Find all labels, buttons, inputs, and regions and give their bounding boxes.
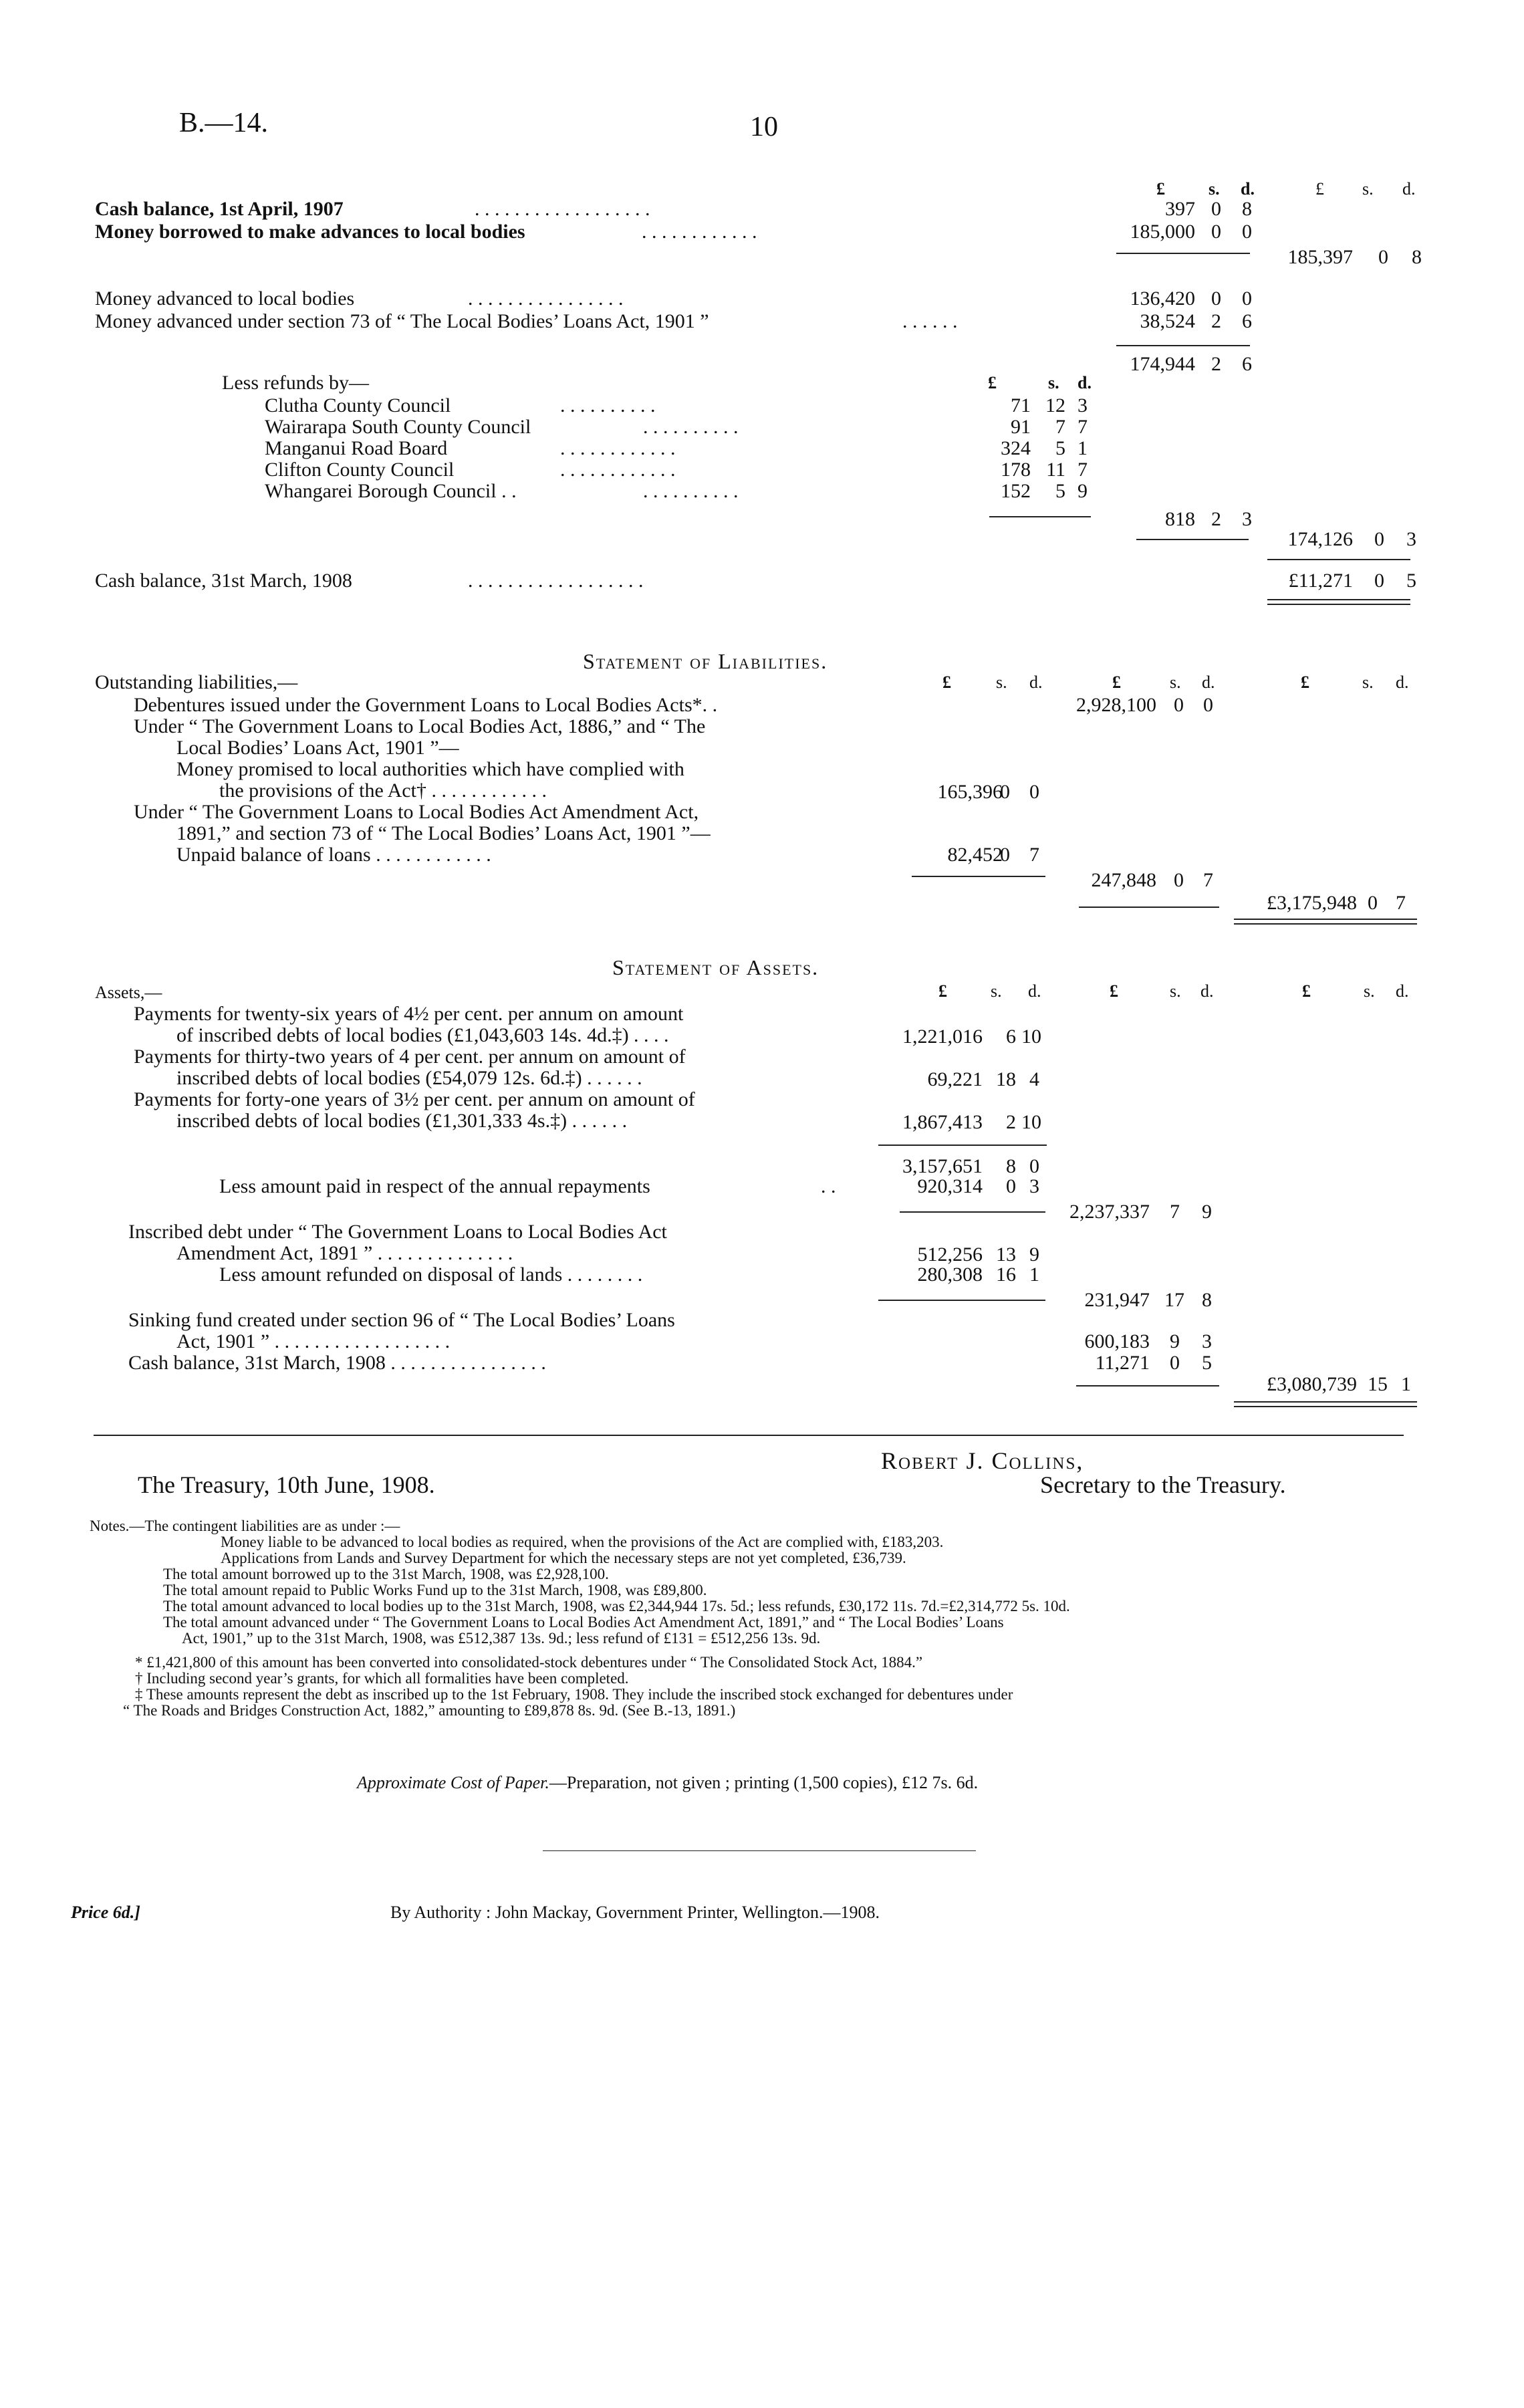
payment-line: Payments for forty-one years of 3½ per cent. per annum on amount of: [134, 1088, 695, 1110]
sum-rule: [1079, 907, 1219, 908]
assets-title: Statement of Assets.: [612, 955, 819, 979]
refund-pounds: 152: [1001, 480, 1031, 502]
refund-pounds: 324: [1001, 437, 1031, 459]
refund-pence: 3: [1077, 394, 1088, 416]
row-leader: . . . . . .: [902, 310, 958, 332]
sum-rule: [878, 1300, 1045, 1301]
debentures-line: Debentures issued under the Government Loans to Local Bodies Acts*. .: [134, 694, 718, 716]
unpaid-shillings: 0: [1000, 844, 1010, 866]
payments-total-pence: 0: [1029, 1155, 1039, 1177]
liab-subtotal-pounds: 247,848: [1091, 869, 1156, 891]
under-1886-line: Local Bodies’ Loans Act, 1901 ”—: [176, 737, 459, 759]
liab-subtotal-shillings: 0: [1174, 869, 1184, 891]
liab-total-pounds: £3,175,948: [1267, 892, 1357, 914]
printer-authority: By Authority : John Mackay, Government Printer, Wellington.—1908.: [390, 1903, 880, 1922]
inscribed-net-pounds: 231,947: [1084, 1289, 1150, 1311]
payment-pence: 10: [1021, 1111, 1041, 1133]
col-header-pence: d.: [1402, 179, 1416, 199]
col-header-pence: d.: [1241, 179, 1255, 199]
assets-total-pounds: £3,080,739: [1267, 1373, 1357, 1395]
signature-place-date: The Treasury, 10th June, 1908.: [138, 1471, 435, 1498]
liab-total-pence: 7: [1396, 892, 1406, 914]
refund-pence: 7: [1077, 459, 1088, 481]
payment-line: Payments for twenty-six years of 4½ per cent. per annum on amount: [134, 1003, 684, 1025]
net-payments-pounds: 2,237,337: [1069, 1201, 1150, 1223]
row-leader: . . . . . . . . . .: [560, 394, 656, 416]
amount-pence: 0: [1242, 287, 1252, 310]
col-header-pence: d.: [1202, 673, 1215, 692]
col-header-shilling: s.: [1209, 179, 1220, 199]
unpaid-line: Unpaid balance of loans . . . . . . . . . . . .: [176, 844, 491, 866]
inscribed-pence: 9: [1029, 1243, 1039, 1266]
payments-total-pounds: 3,157,651: [902, 1155, 983, 1177]
refunds-heading: Less refunds by—: [222, 372, 369, 394]
row-label: Cash balance, 1st April, 1907: [95, 198, 344, 220]
sinking-fund-shillings: 9: [1170, 1330, 1180, 1352]
refunds-total-pounds: 818: [1165, 508, 1195, 530]
sinking-fund-pence: 3: [1202, 1330, 1212, 1352]
col-header-shilling: s.: [991, 981, 1002, 1001]
payment-pence: 4: [1029, 1068, 1039, 1090]
promised-shillings: 0: [1000, 781, 1010, 803]
col-header-pence: d.: [1029, 673, 1043, 692]
refund-pence: 1: [1077, 437, 1088, 459]
sum-rule: [1076, 1385, 1219, 1387]
sum-rule: [900, 1211, 1045, 1213]
row-leader: . . . . . . . . . . . . . . . . . .: [475, 198, 650, 220]
refund-pence: 7: [1077, 416, 1088, 438]
amount-pence: 0: [1242, 221, 1252, 243]
col-header-pence: d.: [1200, 981, 1214, 1001]
liabilities-title: Statement of Liabilities.: [583, 649, 828, 673]
closing-label: Cash balance, 31st March, 1908: [95, 570, 352, 592]
note-line: The total amount repaid to Public Works Fund up to the 31st March, 1908, was £89,800.: [163, 1582, 707, 1598]
refunds-total-shillings: 2: [1211, 508, 1221, 530]
under-1886-line: Under “ The Government Loans to Local Bodies Act, 1886,” and “ The: [134, 715, 706, 737]
page-number: 10: [750, 112, 778, 142]
liab-total-shillings: 0: [1368, 892, 1378, 914]
note-line: Act, 1901,” up to the 31st March, 1908, was £512,387 13s. 9d.; less refund of £131 = £512,256 13s. 9d.: [182, 1630, 821, 1647]
sum-rule: [1267, 559, 1410, 560]
payment-shillings: 18: [996, 1068, 1016, 1090]
row-leader: . . . . . . . . . . . .: [560, 459, 676, 481]
refund-shillings: 5: [1055, 480, 1065, 502]
col-header-pence: d.: [1396, 673, 1409, 692]
promised-pounds: 165,396: [937, 781, 1003, 803]
promised-pence: 0: [1029, 781, 1039, 803]
subtotal-pounds: 185,397: [1287, 246, 1353, 268]
sinking-fund-line: Sinking fund created under section 96 of “ The Local Bodies’ Loans: [128, 1309, 675, 1331]
col-header-shilling: s.: [1170, 673, 1181, 692]
amount-pence: 6: [1242, 310, 1252, 332]
debentures-pence: 0: [1203, 694, 1213, 716]
inscribed-net-pence: 8: [1202, 1289, 1212, 1311]
payment-pounds: 69,221: [927, 1068, 983, 1090]
promised-line: the provisions of the Act† . . . . . . . . . . . .: [219, 779, 547, 802]
col-header-pence: d.: [1396, 981, 1409, 1001]
col-header-pound: £: [1315, 179, 1324, 199]
closing-pounds: £11,271: [1288, 570, 1353, 592]
cost-of-paper: [357, 1773, 978, 1793]
inscribed-line: Inscribed debt under “ The Government Loans to Local Bodies Act: [128, 1221, 667, 1243]
refund-shillings: 7: [1055, 416, 1065, 438]
outstanding-label: Outstanding liabilities,—: [95, 671, 298, 693]
col-header-pound: £: [938, 981, 947, 1001]
footnote: “ The Roads and Bridges Construction Act, 1882,” amounting to £89,878 8s. 9d. (See B.-13, 1891.): [123, 1702, 736, 1719]
cash-balance-line: Cash balance, 31st March, 1908 . . . . . . . . . . . . . . . .: [128, 1352, 546, 1374]
sum-rule: [878, 1145, 1047, 1146]
liab-subtotal-pence: 7: [1203, 869, 1213, 891]
col-header-pound: £: [988, 373, 997, 392]
refund-pence: 9: [1077, 480, 1088, 502]
amount-shillings: 0: [1211, 287, 1221, 310]
col-header-pound: £: [1110, 981, 1118, 1001]
closing-shillings: 0: [1374, 570, 1384, 592]
footnote: ‡ These amounts represent the debt as inscribed up to the 1st February, 1908. They include the inscribed stock exchanged for debentures under: [135, 1686, 1013, 1703]
refund-pounds: 91: [1011, 416, 1031, 438]
inscribed-line: Amendment Act, 1891 ” . . . . . . . . . . . . . .: [176, 1242, 513, 1264]
advances-total-pence: 6: [1242, 353, 1252, 375]
payment-line: inscribed debts of local bodies (£1,301,333 4s.‡) . . . . . .: [176, 1110, 628, 1132]
refund-label: Wairarapa South County Council: [265, 416, 531, 438]
unpaid-pence: 7: [1029, 844, 1039, 866]
net-total-pence: 3: [1406, 528, 1416, 550]
notes-lead: Notes.—The contingent liabilities are as under :—: [90, 1518, 400, 1534]
cost-text: —Preparation, not given ; printing (1,500 copies), £12 7s. 6d.: [549, 1773, 979, 1792]
refunded-pence: 1: [1029, 1263, 1039, 1286]
debentures-pounds: 2,928,100: [1076, 694, 1156, 716]
amount-pounds: 136,420: [1130, 287, 1195, 310]
under-1891-line: 1891,” and section 73 of “ The Local Bodies’ Loans Act, 1901 ”—: [176, 822, 711, 844]
sinking-fund-line: Act, 1901 ” . . . . . . . . . . . . . . . . . .: [176, 1330, 451, 1352]
row-label: Money borrowed to make advances to local bodies: [95, 221, 525, 243]
row-leader: . .: [821, 1175, 836, 1197]
total-double-rule: [1234, 919, 1417, 925]
col-header-shilling: s.: [1362, 673, 1374, 692]
note-line: The total amount borrowed up to the 31st March, 1908, was £2,928,100.: [163, 1566, 609, 1582]
unpaid-pounds: 82,452: [947, 844, 1003, 866]
inscribed-pounds: 512,256: [917, 1243, 983, 1266]
assets-label: Assets,—: [95, 983, 162, 1002]
amount-pence: 8: [1242, 198, 1252, 220]
refund-label: Clutha County Council: [265, 394, 451, 416]
note-line: Applications from Lands and Survey Department for which the necessary steps are not yet completed, £36,739.: [221, 1550, 906, 1566]
note-line: The total amount advanced to local bodies up to the 31st March, 1908, was £2,344,944 17s. 5d.; less refunds, £30,172 11s. 7d.=£2,314,772 5s. 10d.: [163, 1598, 1070, 1614]
cash-balance-shillings: 0: [1170, 1352, 1180, 1374]
amount-pounds: 397: [1165, 198, 1195, 220]
refund-pounds: 71: [1011, 394, 1031, 416]
amount-shillings: 0: [1211, 221, 1221, 243]
sum-rule: [912, 876, 1045, 877]
refunded-shillings: 16: [996, 1263, 1016, 1286]
payment-line: Payments for thirty-two years of 4 per cent. per annum on amount of: [134, 1046, 686, 1068]
row-label: Money advanced under section 73 of “ The Local Bodies’ Loans Act, 1901 ”: [95, 310, 709, 332]
refund-pounds: 178: [1001, 459, 1031, 481]
col-header-pound: £: [942, 673, 951, 692]
document-reference: B.—14.: [179, 108, 269, 138]
debentures-shillings: 0: [1174, 694, 1184, 716]
sinking-fund-pounds: 600,183: [1084, 1330, 1150, 1352]
col-header-pound: £: [1301, 673, 1309, 692]
refund-shillings: 12: [1045, 394, 1065, 416]
total-double-rule: [1234, 1401, 1417, 1407]
refunds-total-pence: 3: [1242, 508, 1252, 530]
advances-total-pounds: 174,944: [1130, 353, 1195, 375]
col-header-shilling: s.: [996, 673, 1007, 692]
note-line: The total amount advanced under “ The Government Loans to Local Bodies Act Amendment Act, 1891,” and “ The Local Bodies’ Loans: [163, 1614, 1004, 1631]
refund-label: Manganui Road Board: [265, 437, 448, 459]
payments-total-shillings: 8: [1006, 1155, 1016, 1177]
under-1891-line: Under “ The Government Loans to Local Bodies Act Amendment Act,: [134, 801, 699, 823]
payment-shillings: 2: [1006, 1111, 1016, 1133]
payment-shillings: 6: [1006, 1026, 1016, 1048]
row-leader: . . . . . . . . . .: [643, 416, 739, 438]
footnote: * £1,421,800 of this amount has been converted into consolidated-stock debentures under “ The Consolidated Stock Act, 1884.”: [135, 1654, 923, 1671]
col-header-pound: £: [1112, 673, 1121, 692]
footer-divider: [543, 1850, 976, 1851]
refund-shillings: 5: [1055, 437, 1065, 459]
footnote: † Including second year’s grants, for which all formalities have been completed.: [135, 1670, 629, 1687]
payment-line: of inscribed debts of local bodies (£1,043,603 14s. 4d.‡) . . . .: [176, 1024, 669, 1046]
row-leader: . . . . . . . . . . . .: [560, 437, 676, 459]
closing-pence: 5: [1406, 570, 1416, 592]
col-header-pence: d.: [1028, 981, 1041, 1001]
assets-total-shillings: 15: [1368, 1373, 1388, 1395]
inscribed-net-shillings: 17: [1164, 1289, 1184, 1311]
subtotal-shillings: 0: [1378, 246, 1388, 268]
row-leader: . . . . . . . . . . . . . . . . . .: [468, 570, 644, 592]
payment-line: inscribed debts of local bodies (£54,079 12s. 6d.‡) . . . . . .: [176, 1067, 642, 1089]
signatory-title: Secretary to the Treasury.: [1040, 1471, 1286, 1498]
payment-pounds: 1,867,413: [902, 1111, 983, 1133]
net-payments-pence: 9: [1202, 1201, 1212, 1223]
row-leader: . . . . . . . . . .: [643, 480, 739, 502]
price-label: Price 6d.]: [71, 1903, 140, 1922]
inscribed-shillings: 13: [996, 1243, 1016, 1266]
section-divider: [94, 1435, 1404, 1436]
payment-pounds: 1,221,016: [902, 1026, 983, 1048]
amount-pounds: 38,524: [1140, 310, 1195, 332]
cash-balance-pounds: 11,271: [1095, 1352, 1150, 1374]
total-double-rule: [1267, 599, 1410, 605]
sum-rule: [1116, 345, 1250, 346]
assets-total-pence: 1: [1401, 1373, 1411, 1395]
refund-label: Whangarei Borough Council . .: [265, 480, 517, 502]
refund-label: Clifton County Council: [265, 459, 455, 481]
refund-shillings: 11: [1046, 459, 1065, 481]
amount-pounds: 185,000: [1130, 221, 1195, 243]
signatory-name: Robert J. Collins,: [881, 1447, 1084, 1474]
cash-balance-pence: 5: [1202, 1352, 1212, 1374]
promised-line: Money promised to local authorities which have complied with: [176, 758, 684, 780]
row-label: Money advanced to local bodies: [95, 287, 355, 310]
net-payments-shillings: 7: [1170, 1201, 1180, 1223]
payment-pence: 10: [1021, 1026, 1041, 1048]
cost-label: Approximate Cost of Paper.: [357, 1773, 549, 1792]
repayments-shillings: 0: [1006, 1175, 1016, 1197]
row-leader: . . . . . . . . . . . .: [642, 221, 757, 243]
subtotal-pence: 8: [1412, 246, 1422, 268]
col-header-shilling: s.: [1364, 981, 1375, 1001]
repayments-pounds: 920,314: [917, 1175, 983, 1197]
net-total-shillings: 0: [1374, 528, 1384, 550]
net-total-pounds: 174,126: [1287, 528, 1353, 550]
col-header-shilling: s.: [1170, 981, 1181, 1001]
less-repayments-label: Less amount paid in respect of the annual repayments: [219, 1175, 650, 1197]
row-leader: . . . . . . . . . . . . . . . .: [468, 287, 624, 310]
advances-total-shillings: 2: [1211, 353, 1221, 375]
note-line: Money liable to be advanced to local bodies as required, when the provisions of the Act are complied with, £183,203.: [221, 1534, 944, 1550]
repayments-pence: 3: [1029, 1175, 1039, 1197]
col-header-pound: £: [1302, 981, 1311, 1001]
less-refunded-label: Less amount refunded on disposal of lands . . . . . . . .: [219, 1263, 643, 1286]
amount-shillings: 2: [1211, 310, 1221, 332]
col-header-pence: d.: [1077, 373, 1092, 392]
refunded-pounds: 280,308: [917, 1263, 983, 1286]
col-header-shilling: s.: [1362, 179, 1374, 199]
amount-shillings: 0: [1211, 198, 1221, 220]
col-header-shilling: s.: [1048, 373, 1059, 392]
col-header-pound: £: [1156, 179, 1165, 199]
